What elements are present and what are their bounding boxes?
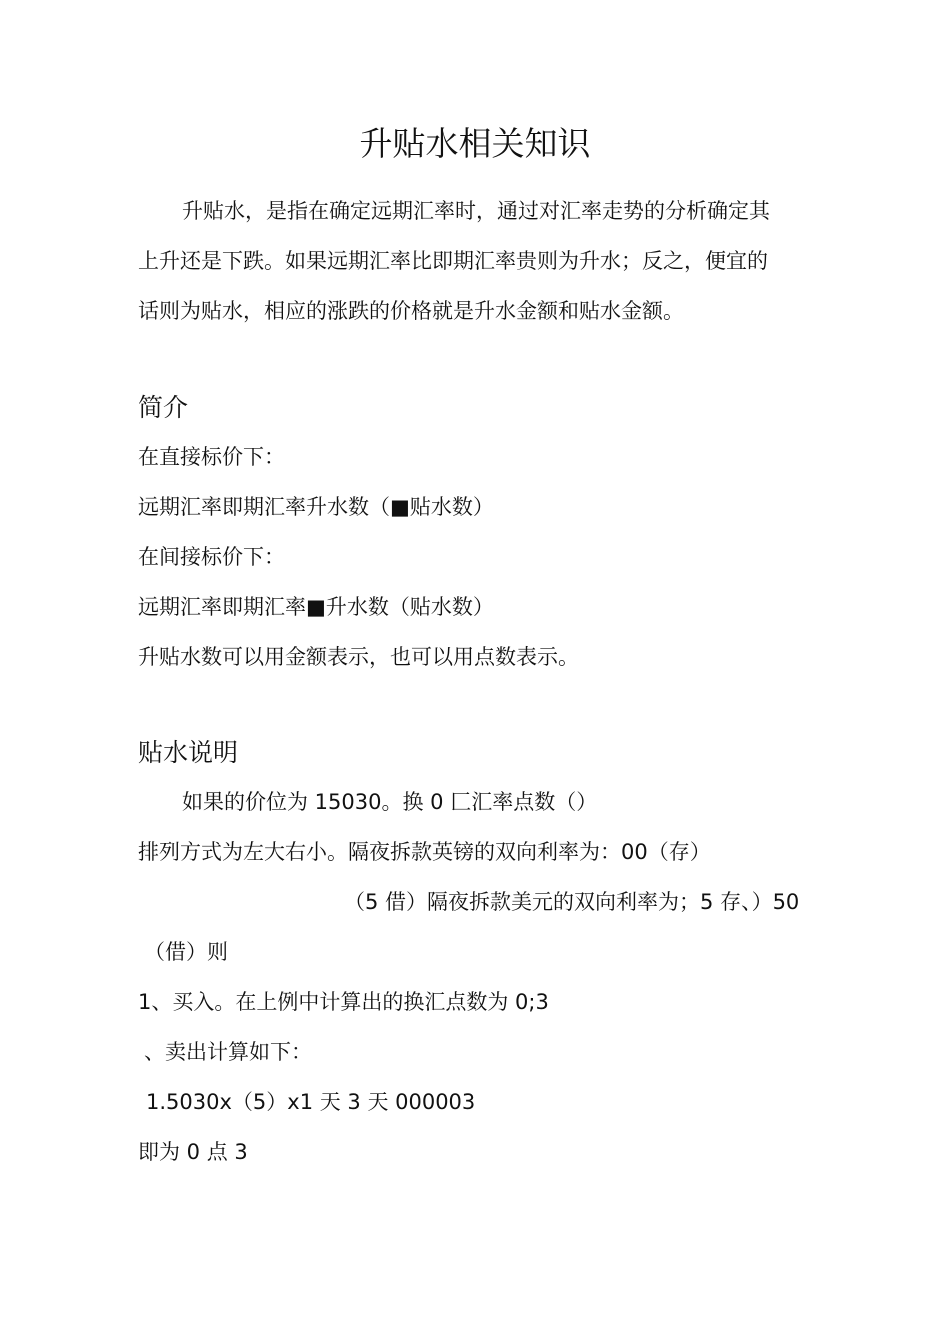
section-heading-discount: 贴水说明 [138,738,239,767]
section1-line-1: 在直接标价下： [138,445,285,469]
section1-line-5: 升贴水数可以用金额表示，也可以用点数表示。 [138,645,579,669]
intro-line-2: 上升还是下跌。如果远期汇率比即期汇率贵则为升水；反之，便宜的 [138,249,768,273]
section2-line-1: 如果的价位为 15030。换 0 匚汇率点数（） [182,790,598,814]
section2-line-5: 1、买入。在上例中计算出的换汇点数为 0;3 [138,990,549,1014]
section1-line-2: 远期汇率即期汇率升水数（■贴水数） [138,495,494,519]
section2-line-2: 排列方式为左大右小。隔夜拆款英镑的双向利率为：00（存） [138,840,711,864]
intro-line-3: 话则为贴水，相应的涨跌的价格就是升水金额和贴水金额。 [138,299,684,323]
page-title: 升贴水相关知识 [359,124,591,163]
section2-line-8: 即为 0 点 3 [138,1140,248,1164]
section2-line-4: （借）则 [144,940,228,964]
intro-line-1: 升贴水，是指在确定远期汇率时，通过对汇率走势的分析确定其 [182,199,770,223]
section2-line-6: 、卖出计算如下： [144,1040,312,1064]
section2-line-7: 1.5030x（5）x1 天 3 天 000003 [146,1090,476,1114]
section-heading-intro: 简介 [138,393,189,422]
section1-line-4: 远期汇率即期汇率■升水数（贴水数） [138,595,494,619]
section2-line-3: （5 借）隔夜拆款美元的双向利率为；5 存、）50 [344,890,800,914]
section1-line-3: 在间接标价下： [138,545,285,569]
